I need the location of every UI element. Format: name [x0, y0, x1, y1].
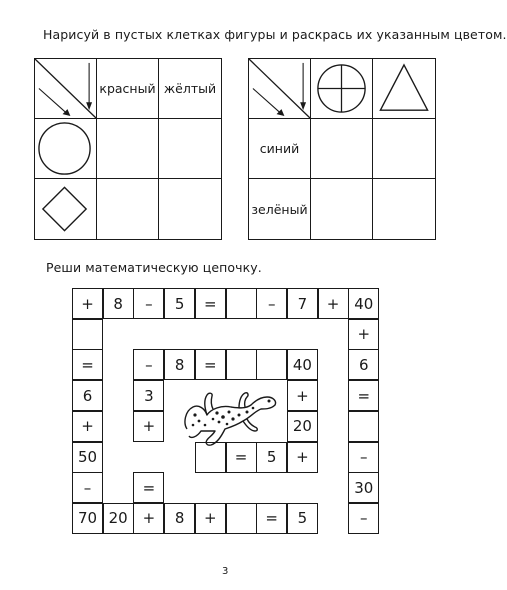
chain-cell: 40 [287, 349, 318, 380]
chain-cell: = [226, 442, 257, 473]
chain-blank-cell [226, 288, 257, 319]
chain-cell: = [133, 472, 164, 503]
chain-cell: 8 [164, 503, 195, 534]
chain-cell: + [72, 288, 103, 319]
chain-cell: 20 [103, 503, 134, 534]
grid-left-corner [35, 59, 97, 119]
chain-cell: – [133, 288, 164, 319]
chain-cell: = [195, 349, 226, 380]
chain-cell: 8 [164, 349, 195, 380]
chain-cell: – [256, 288, 287, 319]
chain-cell: = [72, 349, 103, 380]
chain-cell: + [287, 442, 318, 473]
grid-right-empty-cell[interactable] [373, 179, 435, 239]
grid-right-corner [249, 59, 311, 119]
chain-blank-cell [72, 319, 103, 350]
grid-left-row-circle [35, 119, 97, 179]
chain-cell: + [318, 288, 349, 319]
grid-left-header-red: красный [97, 59, 159, 119]
chain-cell: 7 [287, 288, 318, 319]
chain-cell: = [195, 288, 226, 319]
grid-right-row-blue: синий [249, 119, 311, 179]
grid-left-row-diamond [35, 179, 97, 239]
chain-cell: + [72, 411, 103, 442]
chain-blank-cell [226, 349, 257, 380]
chain-cell: 6 [348, 349, 379, 380]
chain-cell: 5 [164, 288, 195, 319]
grid-right-empty-cell[interactable] [373, 119, 435, 179]
page-number: 3 [222, 566, 229, 577]
chain-cell: 3 [133, 380, 164, 411]
chain-cell: – [348, 503, 379, 534]
chain-blank-cell [226, 503, 257, 534]
chain-cell: 50 [72, 442, 103, 473]
grid-left-empty-cell[interactable] [97, 179, 159, 239]
grid-right-header-triangle [373, 59, 435, 119]
chain-cell: 40 [348, 288, 379, 319]
chain-cell: + [195, 503, 226, 534]
chain-cell: = [256, 503, 287, 534]
instruction-2: Реши математическую цепочку. [46, 260, 262, 275]
grid-right-header-quartered-circle [311, 59, 373, 119]
chain-cell: = [348, 380, 379, 411]
grid-left-empty-cell[interactable] [159, 119, 221, 179]
grid-right-empty-cell[interactable] [311, 179, 373, 239]
chain-cell: 8 [103, 288, 134, 319]
shapes-grid-left [34, 58, 222, 240]
grid-right-empty-cell[interactable] [311, 119, 373, 179]
shapes-grid-right [248, 58, 436, 240]
chain-cell: 70 [72, 503, 103, 534]
chain-cell: 20 [287, 411, 318, 442]
chain-cell: – [348, 442, 379, 473]
chain-cell: 5 [256, 442, 287, 473]
grid-right-row-green: зелёный [249, 179, 311, 239]
chain-cell: 6 [72, 380, 103, 411]
grid-left-empty-cell[interactable] [159, 179, 221, 239]
chain-cell: – [72, 472, 103, 503]
chain-cell: + [348, 319, 379, 350]
chain-cell: 5 [287, 503, 318, 534]
chain-cell: + [133, 503, 164, 534]
instruction-1: Нарисуй в пустых клетках фигуры и раскрась их указанным цветом. [43, 27, 507, 42]
chain-blank-cell [348, 411, 379, 442]
grid-left-empty-cell[interactable] [97, 119, 159, 179]
lizard-illustration [181, 387, 281, 449]
chain-cell: + [133, 411, 164, 442]
chain-cell: – [133, 349, 164, 380]
grid-left-header-yellow: жёлтый [159, 59, 221, 119]
chain-cell: 30 [348, 472, 379, 503]
chain-cell: + [287, 380, 318, 411]
chain-blank-cell [256, 349, 287, 380]
